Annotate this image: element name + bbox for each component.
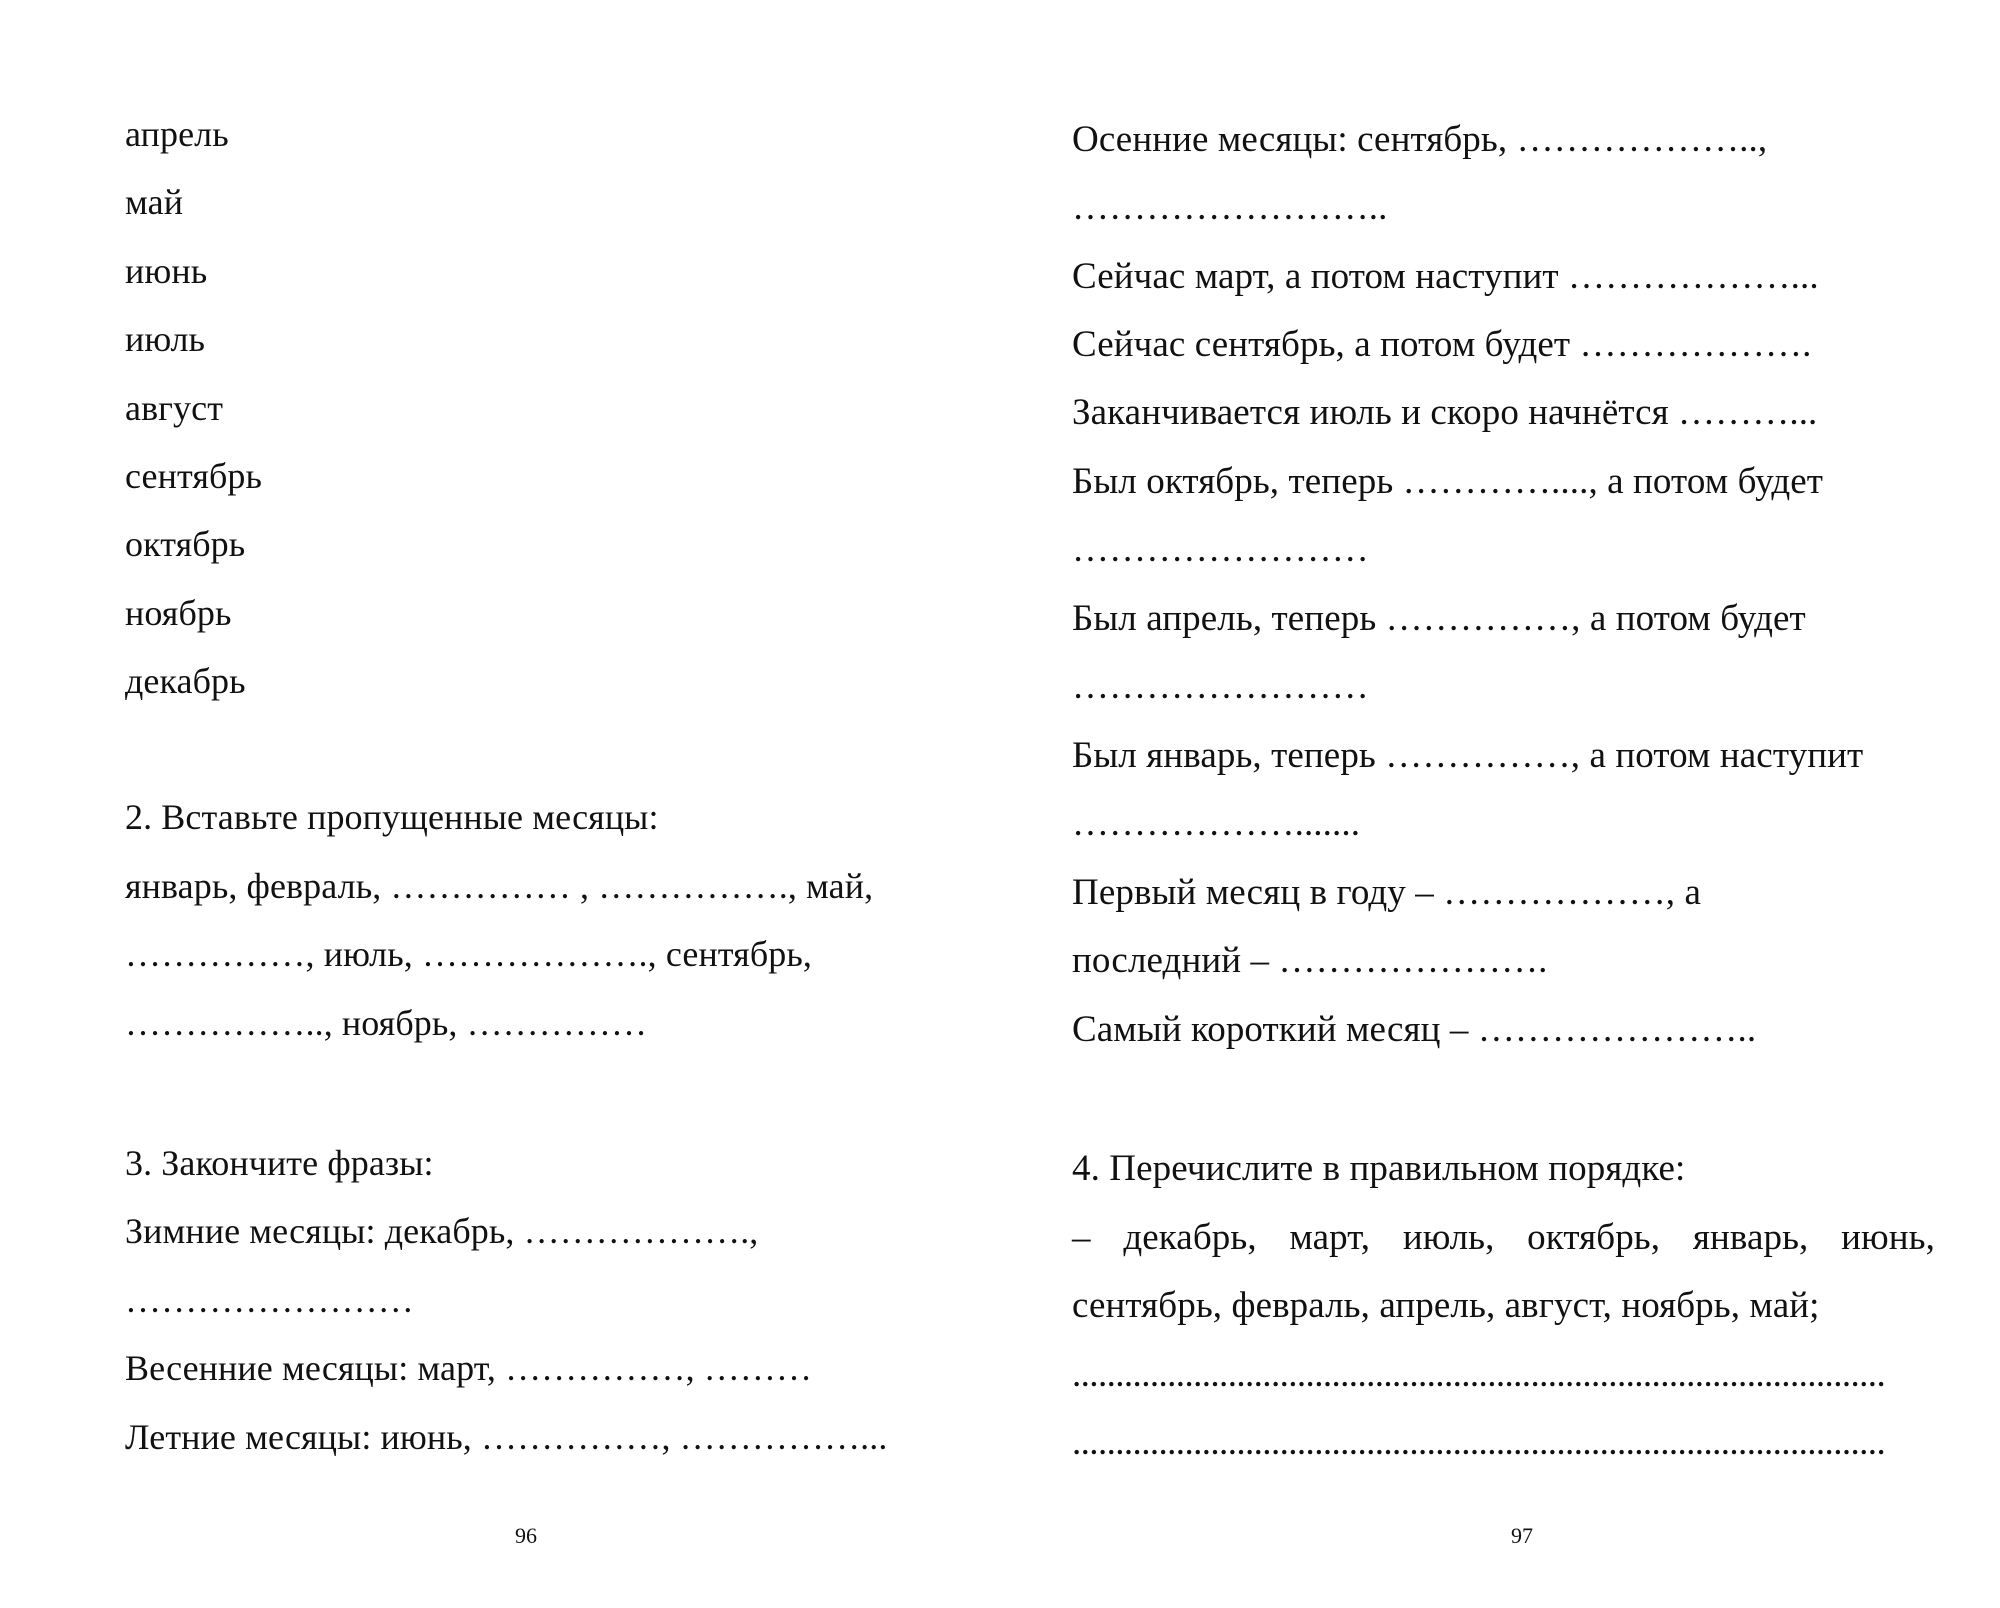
exercise-2-line: ……………, июль, ………………., сентябрь, <box>125 934 812 974</box>
exercise-3-line: …………………….. <box>1072 187 1388 228</box>
exercise-4-title: 4. Перечислите в правильном порядке: <box>1072 1148 1686 1189</box>
exercise-3-line: Сейчас март, а потом наступит ………………... <box>1072 256 1819 297</box>
exercise-3-line: ………………....... <box>1072 803 1361 844</box>
exercise-3-line: Летние месяцы: июнь, ……………, ……………... <box>125 1417 888 1457</box>
month-list-item: сентябрь <box>125 456 263 496</box>
exercise-3-line: Был октябрь, теперь …………...., а потом будет <box>1072 461 1824 502</box>
answer-line: .............................................................................................. <box>1072 1354 1886 1395</box>
exercise-3-line: Осенние месяцы: сентябрь, ……………….., <box>1072 119 1768 160</box>
month-list-item: май <box>125 182 184 222</box>
answer-line: .............................................................................................. <box>1072 1422 1886 1463</box>
exercise-3-line: …………………… <box>125 1280 414 1320</box>
month-list-item: ноябрь <box>125 593 232 633</box>
exercise-3-line: Зимние месяцы: декабрь, ………………., <box>125 1211 759 1251</box>
exercise-3-line: …………………… <box>1072 529 1369 570</box>
exercise-3-title: 3. Закончите фразы: <box>125 1143 434 1183</box>
exercise-2-title: 2. Вставьте пропущенные месяцы: <box>125 797 659 837</box>
exercise-3-line: Самый короткий месяц – ………………….. <box>1072 1009 1757 1050</box>
month-list-item: август <box>125 388 224 428</box>
right-page <box>1000 0 2000 1608</box>
month-list-item: октябрь <box>125 524 246 564</box>
page-number: 96 <box>515 1523 537 1548</box>
month-list-item: июль <box>125 319 206 359</box>
exercise-2-line: …………….., ноябрь, …………… <box>125 1003 648 1043</box>
exercise-3-line: Сейчас сентябрь, а потом будет ………………. <box>1072 324 1812 365</box>
exercise-2-line: январь, февраль, …………… , ……………., май, <box>125 866 874 906</box>
exercise-3-line: Весенние месяцы: март, ……………, ……… <box>125 1348 813 1388</box>
exercise-4-line: – декабрь, март, июль, октябрь, январь, июнь, <box>1072 1217 1935 1258</box>
month-list-item: июнь <box>125 251 208 291</box>
month-list-item: декабрь <box>125 661 246 701</box>
exercise-3-line: …………………… <box>1072 666 1369 707</box>
exercise-4-line: сентябрь, февраль, апрель, август, ноябрь, май; <box>1072 1285 1820 1326</box>
page-number: 97 <box>1511 1523 1533 1548</box>
exercise-3-line: Первый месяц в году – ………………, а <box>1072 872 1702 913</box>
exercise-3-line: Заканчивается июль и скоро начнётся ………... <box>1072 392 1818 433</box>
exercise-3-line: Был апрель, теперь ……………, а потом будет <box>1072 598 1806 639</box>
month-list-item: апрель <box>125 114 229 154</box>
exercise-3-line: последний – …………………. <box>1072 940 1548 981</box>
exercise-3-line: Был январь, теперь ……………, а потом наступит <box>1072 735 1864 776</box>
